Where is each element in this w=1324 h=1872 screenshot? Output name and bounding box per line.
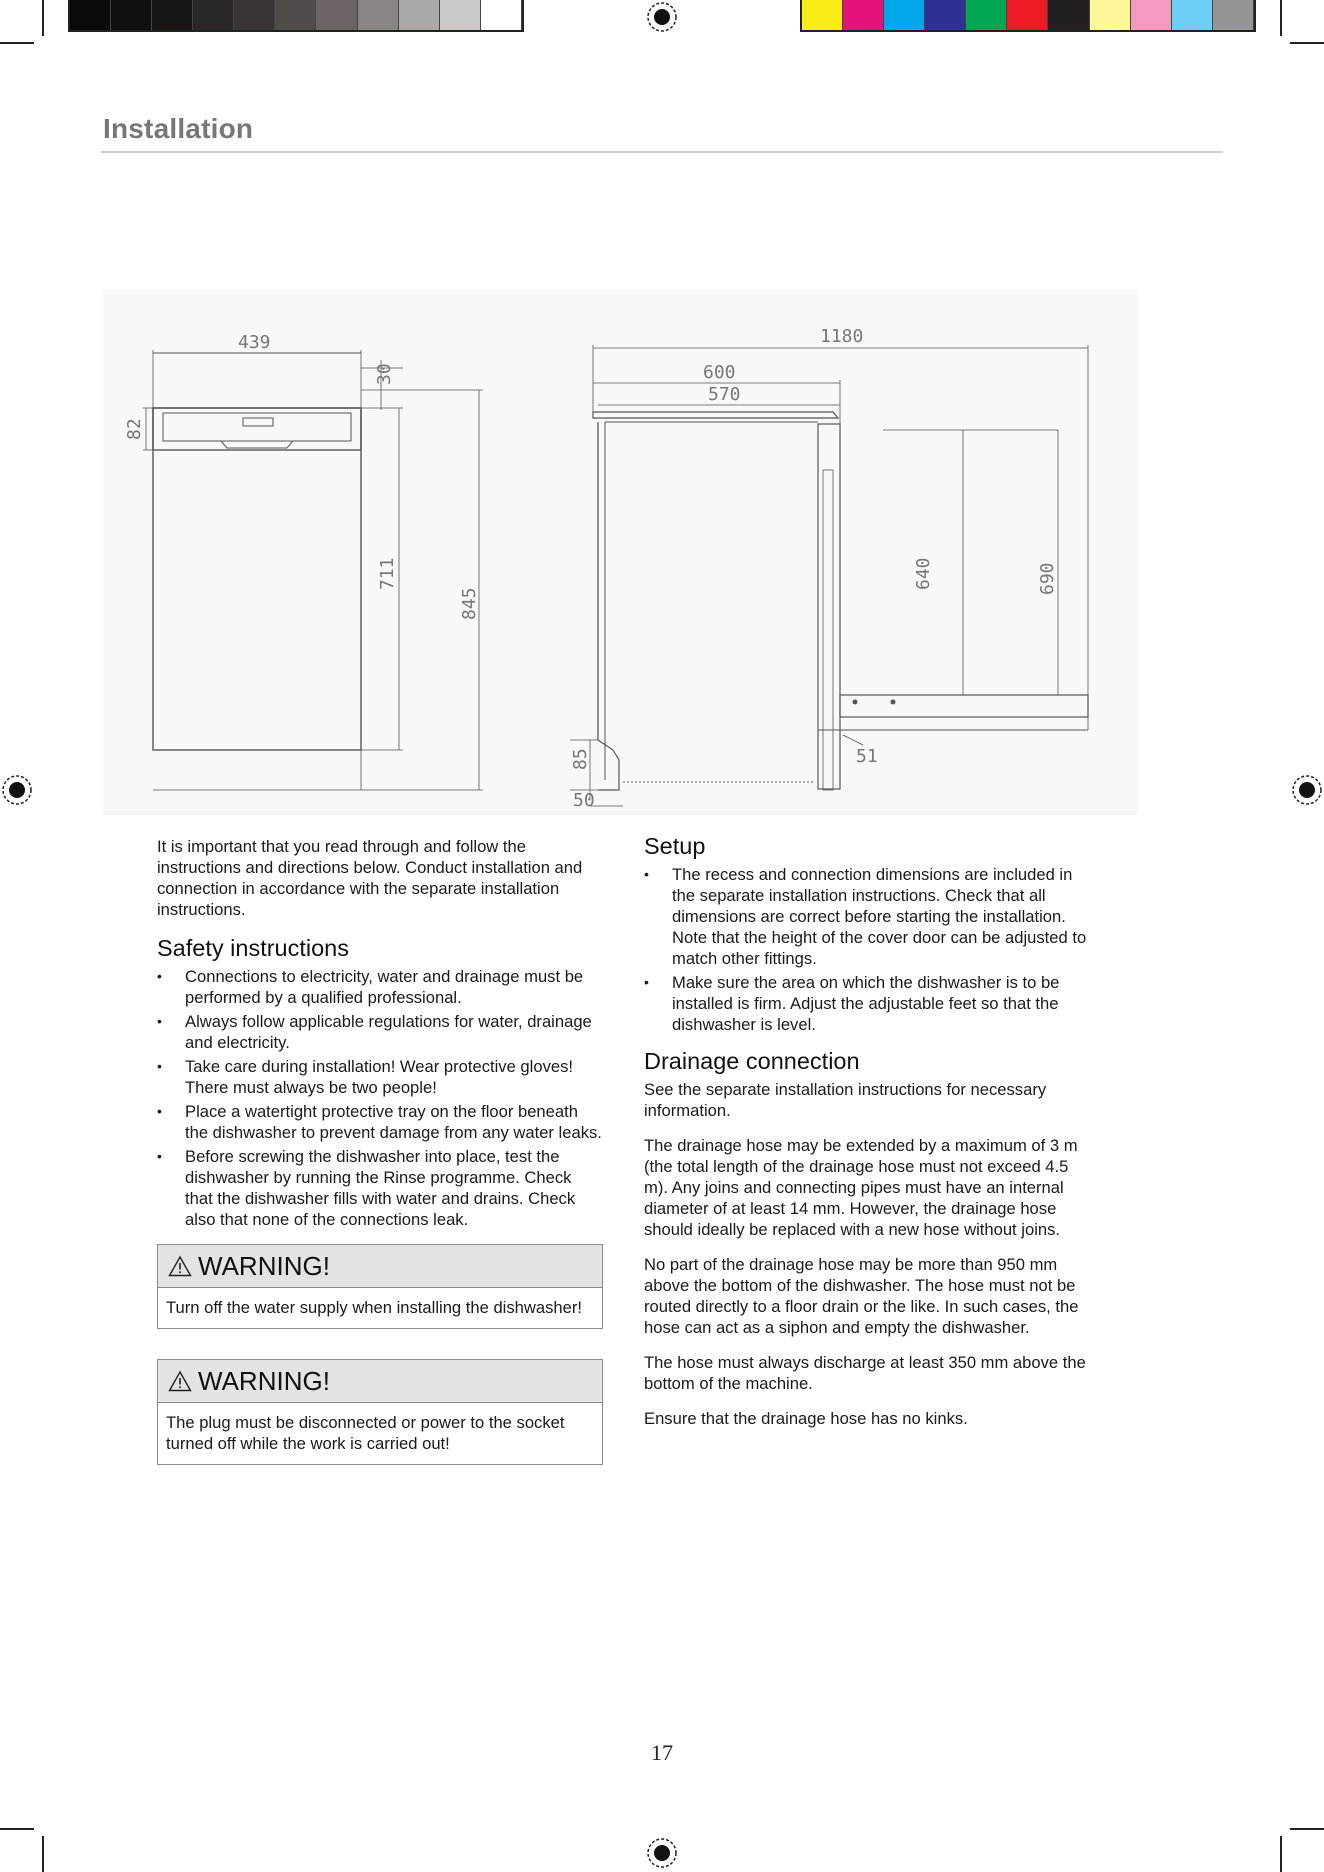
drainage-paragraph: The drainage hose may be extended by a maximum of 3 m (the total length of the drainage hose must not exceed 4.5 m). Any joins and connecting pipes must have an internal diameter of at least 14 mm. However, the drainage hose should ideally be replaced with a new hose without joins. [644,1136,1078,1239]
warning-title: WARNING! [198,1250,330,1281]
title-divider [101,151,1223,153]
drainage-paragraph: Ensure that the drainage hose has no kinks. [644,1409,968,1428]
warning-title: WARNING! [198,1365,330,1396]
warning-triangle-icon [168,1370,192,1392]
color-swatch [481,0,522,30]
color-swatch [440,0,481,30]
list-item: • Place a watertight protective tray on the floor beneath the dishwasher to prevent damage from any water leaks. [157,1102,602,1142]
left-column [157,836,603,1495]
color-swatch [275,0,316,30]
warning-triangle-icon [168,1255,192,1277]
front-view-body [153,408,361,750]
drainage-paragraph: See the separate installation instructions for necessary information. [644,1080,1047,1120]
color-swatch [399,0,440,30]
dishwasher-dimension-diagram [103,290,1138,815]
list-item: • Always follow applicable regulations for water, drainage and electricity. [157,1012,592,1052]
page-title: Installation [103,113,254,144]
color-swatch [843,0,884,30]
color-swatch [1048,0,1089,30]
color-swatch [1213,0,1254,30]
color-swatch [1131,0,1172,30]
dimension-drawings [103,290,1138,815]
color-swatch [802,0,843,30]
list-item: • Before screwing the dishwasher into place, test the dishwasher by running the Rinse programme. Check that the dishwasher fills with water and drains. Check also that none of the connections leak. [157,1147,576,1229]
crop-mark [42,1836,44,1872]
safety-list [157,966,603,1230]
crop-mark [1290,1828,1324,1830]
dim-label-inner-height: 640 [913,557,934,590]
color-swatch [966,0,1007,30]
dim-label-door-clearance: 51 [856,746,878,767]
color-swatch [1007,0,1048,30]
crop-mark [0,1828,34,1830]
color-swatch [70,0,111,30]
warning-box-water [157,1244,603,1329]
dim-label-open-depth: 1180 [820,326,864,347]
registration-mark-icon [645,1836,679,1870]
registration-mark-icon [0,773,34,807]
dim-label-body-depth: 570 [708,384,741,405]
registration-mark-icon [1290,773,1324,807]
page-number: 17 [651,1740,673,1765]
side-view-door [818,424,840,789]
list-item: • Connections to electricity, water and drainage must be performed by a qualified professional. [157,967,584,1007]
dim-label-foot-height: 85 [570,748,591,770]
dim-label-panel-height: 82 [124,418,145,440]
warning-header [158,1360,602,1403]
list-item: • Take care during installation! Wear protective gloves! There must always be two people! [157,1057,573,1097]
color-swatch [193,0,234,30]
registration-mark-icon [645,0,679,34]
warning-header [158,1245,602,1288]
side-view-open-door [840,695,1088,717]
process-color-bar [800,0,1256,32]
dim-label-door-height: 690 [1037,562,1058,595]
safety-heading: Safety instructions [157,935,350,961]
crop-mark [1280,0,1282,36]
right-column [644,832,1090,1443]
grayscale-color-bar [68,0,524,32]
intro-paragraph: It is important that you read through and follow the instructions and directions below. Conduct installation and connection in accordance with the separate installation instructions. [157,837,583,919]
crop-mark [0,42,34,44]
color-swatch [1172,0,1213,30]
crop-mark [1280,1836,1282,1872]
setup-list [644,864,1090,1035]
color-swatch [316,0,357,30]
color-swatch [1090,0,1131,30]
color-swatch [152,0,193,30]
dim-label-width: 439 [238,332,271,353]
dim-label-total-height: 845 [459,587,480,620]
dim-label-foot-offset: 50 [573,790,595,811]
color-swatch [884,0,925,30]
dim-label-depth: 600 [703,362,736,383]
setup-heading: Setup [644,833,706,859]
drainage-heading: Drainage connection [644,1048,860,1074]
crop-mark [1290,42,1324,44]
side-view-top [593,412,838,418]
list-item: • The recess and connection dimensions are included in the separate installation instructions. Check that all dimensions are correct before starting the installation. Note that the height of the cover door can be adjusted to match other fittings. [644,865,1087,968]
warning-text: Turn off the water supply when installing the dishwasher! [166,1298,582,1317]
color-swatch [925,0,966,30]
crop-mark [42,0,44,36]
dim-label-top-offset: 30 [374,363,395,385]
list-item: • Make sure the area on which the dishwasher is to be installed is firm. Adjust the adjustable feet so that the dishwasher is level. [644,973,1060,1034]
color-swatch [111,0,152,30]
color-swatch [234,0,275,30]
color-swatch [358,0,399,30]
drainage-paragraph: The hose must always discharge at least 350 mm above the bottom of the machine. [644,1353,1086,1393]
dim-label-body-height: 711 [377,557,398,590]
warning-text: The plug must be disconnected or power to the socket turned off while the work is carried out! [166,1413,565,1453]
drainage-paragraph: No part of the drainage hose may be more than 950 mm above the bottom of the dishwasher. The hose must not be routed directly to a floor drain or the like. In such cases, the hose can act as a siphon and empty the dishwasher. [644,1255,1079,1337]
warning-box-power [157,1359,603,1465]
